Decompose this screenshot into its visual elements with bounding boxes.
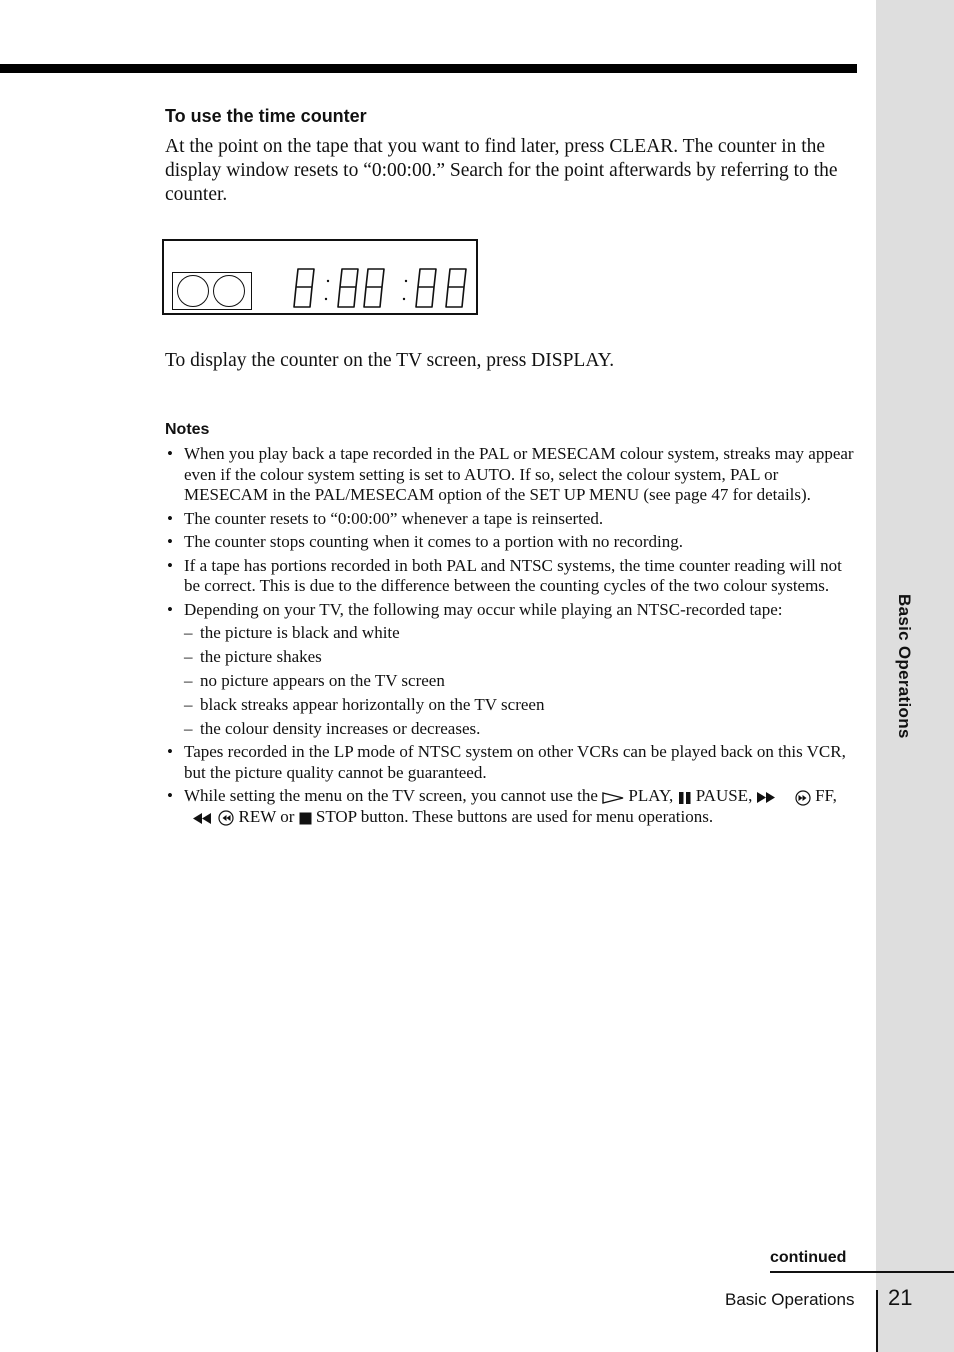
rew-circle-icon: [218, 810, 234, 826]
pause-icon: [678, 792, 692, 804]
ff-circle-icon: [795, 790, 811, 806]
notes-list: [165, 444, 860, 830]
right-reel-icon: [213, 275, 245, 307]
stop-label: STOP button. These buttons are used for menu operations.: [315, 806, 714, 826]
pause-label: PAUSE,: [695, 786, 753, 806]
page-number: 21: [888, 1285, 913, 1310]
fast-forward-icon: [757, 791, 791, 804]
note-item: • When you play back a tape recorded in the PAL or MESECAM colour system, streaks may appear even if the colour system setting is set to AUTO. If so, select the colour system, PAL or MESECAM in the PAL/MESECAM option of the SET UP MENU (see page 47 for details).: [165, 444, 860, 506]
sub-item: – the picture is black and white: [184, 623, 860, 644]
top-rule: [0, 64, 857, 73]
side-band: [876, 0, 954, 1352]
rewind-icon: [184, 812, 214, 825]
sub-item: – no picture appears on the TV screen: [184, 671, 860, 692]
section-heading: To use the time counter: [165, 106, 367, 126]
rew-label: REW or: [238, 806, 295, 826]
counter-readout: [292, 263, 478, 313]
note-item-buttons: [165, 786, 860, 827]
note-item: • If a tape has portions recorded in both PAL and NTSC systems, the time counter reading will not be correct. This is due to the difference between the counting cycles of the two colour systems.: [165, 556, 860, 597]
footer-section-name: Basic Operations: [725, 1290, 855, 1309]
play-icon: [602, 792, 624, 804]
vcr-display-window: [162, 239, 478, 315]
sub-item: – the colour density increases or decreases.: [184, 719, 860, 740]
sub-item: – the picture shakes: [184, 647, 860, 668]
bottom-rule: [770, 1271, 954, 1273]
left-reel-icon: [177, 275, 209, 307]
note-text: While setting the menu on the TV screen, you cannot use the: [184, 786, 598, 806]
footer-divider: [876, 1290, 878, 1352]
tape-reels-icon: [172, 272, 252, 310]
note-item: • The counter stops counting when it comes to a portion with no recording.: [165, 532, 860, 553]
notes-title: Notes: [165, 421, 210, 438]
intro-paragraph: At the point on the tape that you want to find later, press CLEAR. The counter in the display window resets to “0:00:00.” Search for the point afterwards by referring to the counter.: [165, 136, 838, 205]
ff-label: FF,: [815, 786, 837, 806]
note-item: • Tapes recorded in the LP mode of NTSC system on other VCRs can be played back on this VCR, but the picture quality cannot be guaranteed.: [165, 742, 860, 783]
continued-label: continued: [770, 1249, 847, 1266]
note-sub-list: [184, 623, 860, 739]
note-item-with-sublist: [165, 600, 860, 740]
display-instruction: To display the counter on the TV screen, press DISPLAY.: [165, 350, 615, 371]
stop-icon: [299, 812, 312, 825]
note-item-text: Depending on your TV, the following may occur while playing an NTSC-recorded tape:: [184, 599, 783, 619]
play-label: PLAY,: [628, 786, 674, 806]
side-tab-label: Basic Operations: [895, 594, 914, 739]
sub-item: – black streaks appear horizontally on the TV screen: [184, 695, 860, 716]
note-item: • The counter resets to “0:00:00” whenever a tape is reinserted.: [165, 509, 860, 530]
